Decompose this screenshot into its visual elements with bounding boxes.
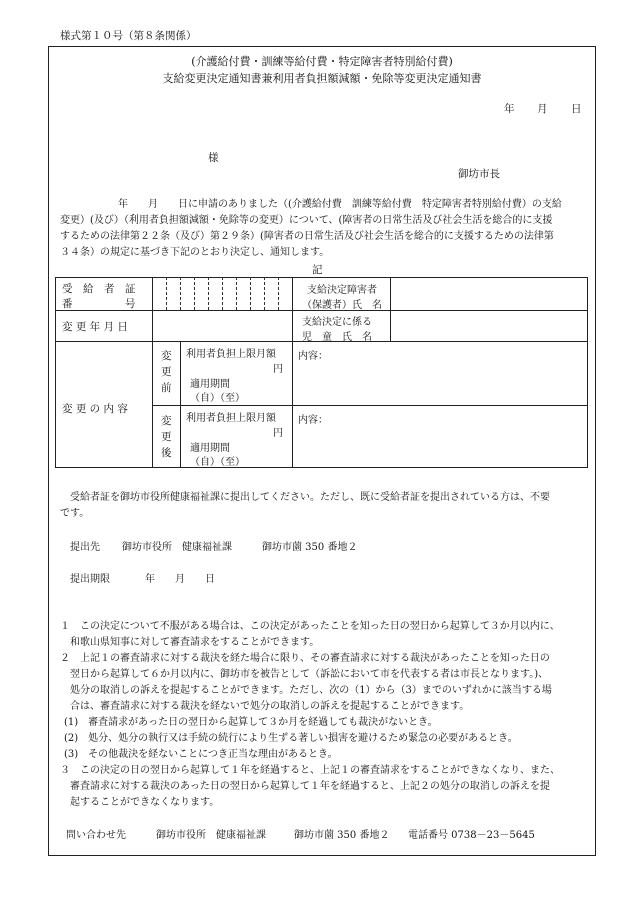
form-number: 様式第１０号（第８条関係） [60, 30, 197, 42]
contact-label: 問い合わせ先 [66, 830, 126, 841]
before-char-1: 変 [161, 350, 172, 362]
intro-line-4: ３４条）の規定に基づき下記のとおり決定し、通知します。 [60, 247, 330, 258]
ki-label: 記 [312, 264, 323, 276]
child-label-1: 支給決定に係る [302, 317, 372, 328]
notice-line-1: 受給者証を御坊市役所健康福祉課に提出してください。ただし、既に受給者証を提出されている方は、不要 [70, 492, 550, 503]
intro-line-3: するための法律第２２条（及び）第２９条）(障害者の日常生活及び社会生活を総合的に支援するための法律第 [60, 231, 554, 242]
contact-office: 御坊市役所 健康福祉課 [156, 830, 266, 841]
appeal-2-line-3: 処分の取消しの訴えを提起することができます。ただし、次の（1）から（3）までのいずれかに該当する場 [70, 685, 552, 696]
before-yen: 円 [273, 364, 283, 375]
before-char-2: 更 [161, 366, 172, 378]
date-day: 日 [571, 103, 582, 115]
addressee-suffix: 様 [208, 152, 219, 164]
contact-phone: 電話番号 0738－23－5645 [408, 830, 535, 841]
guardian-label-2: （保護者）氏 名 [302, 300, 382, 311]
child-label-2: 児 童 氏 名 [302, 332, 372, 343]
appeal-sub-3: (3) その他裁決を経ないことにつき正当な理由があるとき。 [64, 749, 338, 760]
before-char-3: 前 [161, 382, 172, 394]
appeal-sub-1: (1) 審査請求があった日の翌日から起算して３か月を経過しても裁決がないとき。 [64, 717, 438, 728]
submit-label: 提出先 [70, 542, 100, 553]
deadline-value: 年 月 日 [145, 574, 215, 585]
deadline-label: 提出期限 [70, 574, 110, 585]
before-limit-label: 利用者負担上限月額 [186, 349, 276, 360]
intro-line-1: 年 月 日に申請のありました（(介護給付費 訓練等給付費 特定障害者特別給付費）の支給 [118, 199, 562, 210]
date-month: 月 [537, 103, 548, 115]
appeal-1-line-1: １ この決定について不服がある場合は、この決定があったことを知った日の翌日から起算して３か月以内に、 [60, 621, 560, 632]
title-line-1: (介護給付費・訓練等給付費・特定障害者特別給付費) [191, 55, 453, 68]
after-content-label: 内容： [298, 415, 328, 426]
intro-line-2: 変更）(及び）（利用者負担額減額・免除等の変更）について、(障害者の日常生活及び社会生活を総合的に支援 [60, 215, 553, 226]
appeal-1-line-2: 和歌山県知事に対して審査請求をすることができます。 [70, 637, 320, 648]
contact-address: 御坊市薗 350 番地２ [294, 830, 390, 841]
notice-line-2: です。 [60, 508, 90, 519]
change-content-label: 変 更 の 内 容 [62, 403, 128, 415]
before-period-label: 適用期間 [190, 379, 230, 390]
appeal-2-line-4: 合は、審査請求に対する裁決を経ないで処分の取消しの訴えを提起することができます。 [70, 701, 470, 712]
cert-number-label-2: 番 号 [62, 298, 136, 310]
after-period-range: （自）（至） [190, 457, 245, 468]
after-char-2: 更 [161, 431, 172, 443]
date-year: 年 [504, 103, 515, 115]
guardian-label-1: 支給決定障害者 [307, 285, 377, 296]
issuer: 御坊市長 [458, 168, 500, 180]
appeal-3-line-1: ３ この決定の日の翌日から起算して１年を経過すると、上記１の審査請求をすることができなくなり、また、 [60, 765, 560, 776]
submit-address: 御坊市薗 350 番地２ [262, 542, 358, 553]
appeal-3-line-3: 起することができなくなります。 [70, 797, 220, 808]
before-content-label: 内容： [298, 351, 328, 362]
after-char-3: 後 [161, 447, 172, 459]
appeal-3-line-2: 審査請求に対する裁決のあった日の翌日から起算して１年を経過すると、上記２の処分の取消しの訴えを提 [70, 781, 550, 792]
cert-number-label-1: 受 給 者 証 [62, 283, 136, 295]
after-period-label: 適用期間 [190, 443, 230, 454]
after-char-1: 変 [161, 415, 172, 427]
appeal-sub-2: (2) 処分、処分の執行又は手続の続行により生ずる著しい損害を避けるため緊急の必要があるとき。 [64, 733, 518, 744]
after-yen: 円 [273, 428, 283, 439]
after-limit-label: 利用者負担上限月額 [186, 413, 276, 424]
before-period-range: （自）（至） [190, 393, 245, 404]
submit-office: 御坊市役所 健康福祉課 [122, 542, 232, 553]
title-line-2: 支給変更決定通知書兼利用者負担額減額・免除等変更決定通知書 [162, 72, 482, 85]
appeal-2-line-2: 翌日から起算して６か月以内に、御坊市を被告として（訴訟において市を代表する者は市長となります。)、 [70, 669, 549, 680]
change-date-label: 変 更 年 月 日 [62, 321, 128, 333]
appeal-2-line-1: ２ 上記１の審査請求に対する裁決を経た場合に限り、その審査請求に対する裁決があったことを知った日の [60, 653, 550, 664]
